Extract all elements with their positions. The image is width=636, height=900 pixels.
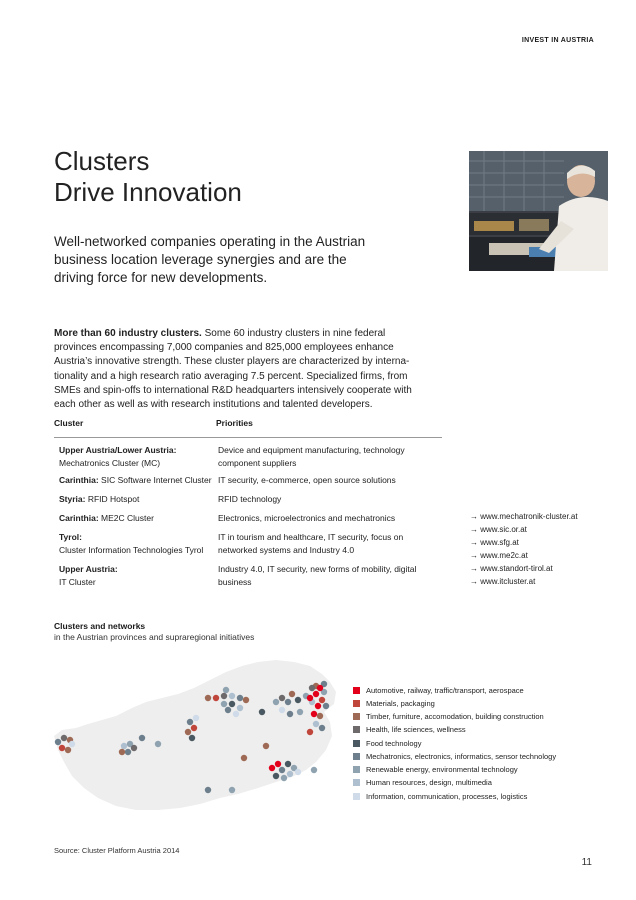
cluster-dot [285,699,291,705]
cluster-region: Upper Austria: [59,564,118,574]
legend-swatch [353,766,360,773]
cluster-dot [273,773,279,779]
cluster-dot [65,747,71,753]
legend-item [353,725,466,734]
cluster-region: Carinthia: [59,475,99,485]
cluster-dot [289,691,295,697]
map-subtitle: in the Austrian provinces and supraregional initiatives [54,632,255,642]
title-line-1: Clusters [54,146,150,176]
cluster-dot [229,701,235,707]
legend-swatch [353,793,360,800]
table-row-cluster [59,531,219,556]
table-row-cluster [59,493,214,506]
legend-label: Automotive, railway, traffic/transport, aerospace [366,686,524,695]
cluster-dot [55,739,61,745]
legend-swatch [353,713,360,720]
cluster-dot [279,767,285,773]
legend-label: Health, life sciences, wellness [366,725,466,734]
cluster-dot [243,697,249,703]
lead-paragraph: Well-networked companies operating in the Austrian business location leverage synergies and are the driving force for new developments. [54,234,366,285]
cluster-priority: RFID technology [218,494,282,504]
cluster-dot [205,695,211,701]
cluster-dot [307,729,313,735]
legend-item [353,792,527,801]
cluster-dot [323,703,329,709]
cluster-dot [273,699,279,705]
cluster-dot [297,709,303,715]
cluster-dot [319,725,325,731]
cluster-dot [189,735,195,741]
body-paragraph [54,327,426,412]
page-number: 11 [581,857,592,868]
cluster-dot [191,725,197,731]
cluster-dot [311,711,317,717]
cluster-dot [119,749,125,755]
table-divider [54,437,442,438]
cluster-name: Cluster Information Technologies Tyrol [59,544,204,555]
cluster-dot [221,701,227,707]
cluster-dot [259,709,265,715]
body-lead-in: More than 60 industry clusters. [54,328,202,339]
cluster-region: Styria: [59,494,86,504]
cluster-dot [205,787,211,793]
legend-swatch [353,753,360,760]
cluster-dot [237,695,243,701]
cluster-dot [287,771,293,777]
cluster-dot [187,719,193,725]
cluster-dot [229,693,235,699]
table-row-cluster [59,563,214,588]
cluster-dot [221,693,227,699]
table-row-cluster [59,444,214,469]
cluster-name: IT Cluster [59,576,96,587]
cluster-dot [285,761,291,767]
cluster-dot [319,697,325,703]
worker-photo [469,151,608,271]
cluster-name: SIC Software Internet Cluster [98,475,212,485]
body-text: Some 60 industry clusters in nine federal provinces encompassing 7,000 companies and 825,000 employees enhance Austria’s innovative strength. These cluster players are characterized by internationality and a high research ratio averaging 7.5 percent. Specialized firms, from SMEs and spin-offs to international R&D headquarters intensively cooperate with each other as well as with research institutions and talented developers. [54,328,412,411]
cluster-dot [317,685,323,691]
cluster-region: Carinthia: [59,513,99,523]
cluster-dot [61,735,67,741]
legend-item [353,765,518,774]
cluster-dot [279,695,285,701]
cluster-priority: Electronics, microelectronics and mechatronics [218,513,396,523]
page-title [54,146,242,208]
cluster-dot [263,743,269,749]
cluster-dot [69,741,75,747]
legend-label: Timber, furniture, accomodation, building construction [366,712,544,721]
link-sic[interactable]: → www.sic.or.at [470,525,527,534]
cluster-dot [313,691,319,697]
legend-label: Renewable energy, environmental technology [366,765,518,774]
legend-label: Information, communication, processes, logistics [366,792,528,801]
cluster-name: ME2C Cluster [98,513,154,523]
legend-item [353,778,492,787]
legend-item [353,699,435,708]
cluster-dot [307,695,313,701]
cluster-dot [317,713,323,719]
map-title: Clusters and networks [54,621,146,631]
cluster-dot [131,745,137,751]
cluster-name: RFID Hotspot [85,494,140,504]
cluster-dot [295,697,301,703]
cluster-dot [121,743,127,749]
cluster-dot [279,707,285,713]
source-note: Source: Cluster Platform Austria 2014 [54,846,180,855]
cluster-dot [185,729,191,735]
cluster-dot [237,705,243,711]
legend-item [353,739,421,748]
cluster-priority: Device and equipment manufacturing, technology component suppliers [218,445,405,468]
cluster-dot [295,769,301,775]
table-row-cluster [59,512,214,525]
legend-swatch [353,726,360,733]
legend-item [353,752,556,761]
legend-label: Food technology [366,739,422,748]
cluster-dot [269,765,275,771]
cluster-dot [275,761,281,767]
cluster-dot [59,745,65,751]
legend-label: Mechatronics, electronics, informatics, sensor technology [366,752,557,761]
legend-swatch [353,779,360,786]
legend-label: Human resources, design, multimedia [366,778,492,787]
cluster-priority: IT security, e-commerce, open source solutions [218,475,396,485]
cluster-dot [233,711,239,717]
link-me2c[interactable]: → www.me2c.at [470,551,528,560]
link-standort-tirol[interactable]: → www.standort-tirol.at [470,564,553,573]
link-itcluster[interactable]: → www.itcluster.at [470,577,536,586]
title-line-2: Drive Innovation [54,177,242,207]
cluster-dot [125,749,131,755]
austria-outline [54,660,336,810]
section-tag: INVEST IN AUSTRIA [521,37,594,44]
legend-swatch [353,740,360,747]
cluster-dot [287,711,293,717]
cluster-dot [309,685,315,691]
cluster-priority: IT in tourism and healthcare, IT security, focus on networked systems and Industry 4.0 [218,532,404,555]
cluster-dot [155,741,161,747]
cluster-dot [313,721,319,727]
cluster-region: Tyrol: [59,532,82,542]
cluster-dot [229,787,235,793]
cluster-dot [213,695,219,701]
legend-item [353,712,544,721]
austria-map [54,658,344,818]
cluster-dot [223,687,229,693]
table-header-cluster: Cluster [54,418,84,428]
cluster-dot [241,755,247,761]
cluster-dot [311,767,317,773]
cluster-dot [225,707,231,713]
cluster-dot [193,715,199,721]
cluster-dot [139,735,145,741]
table-row-cluster [59,474,219,487]
link-mechatronik-cluster[interactable]: → www.mechatronik-cluster.at [470,512,578,521]
legend-label: Materials, packaging [366,699,435,708]
cluster-dot [281,775,287,781]
legend-swatch [353,687,360,694]
legend-item [353,686,524,695]
cluster-dot [315,703,321,709]
table-header-priorities: Priorities [216,418,253,428]
legend-swatch [353,700,360,707]
cluster-region: Upper Austria/Lower Austria: [59,445,177,455]
link-sfg[interactable]: → www.sfg.at [470,538,519,547]
cluster-priority: Industry 4.0, IT security, new forms of mobility, digital business [218,564,417,587]
cluster-name: Mechatronics Cluster (MC) [59,457,161,468]
